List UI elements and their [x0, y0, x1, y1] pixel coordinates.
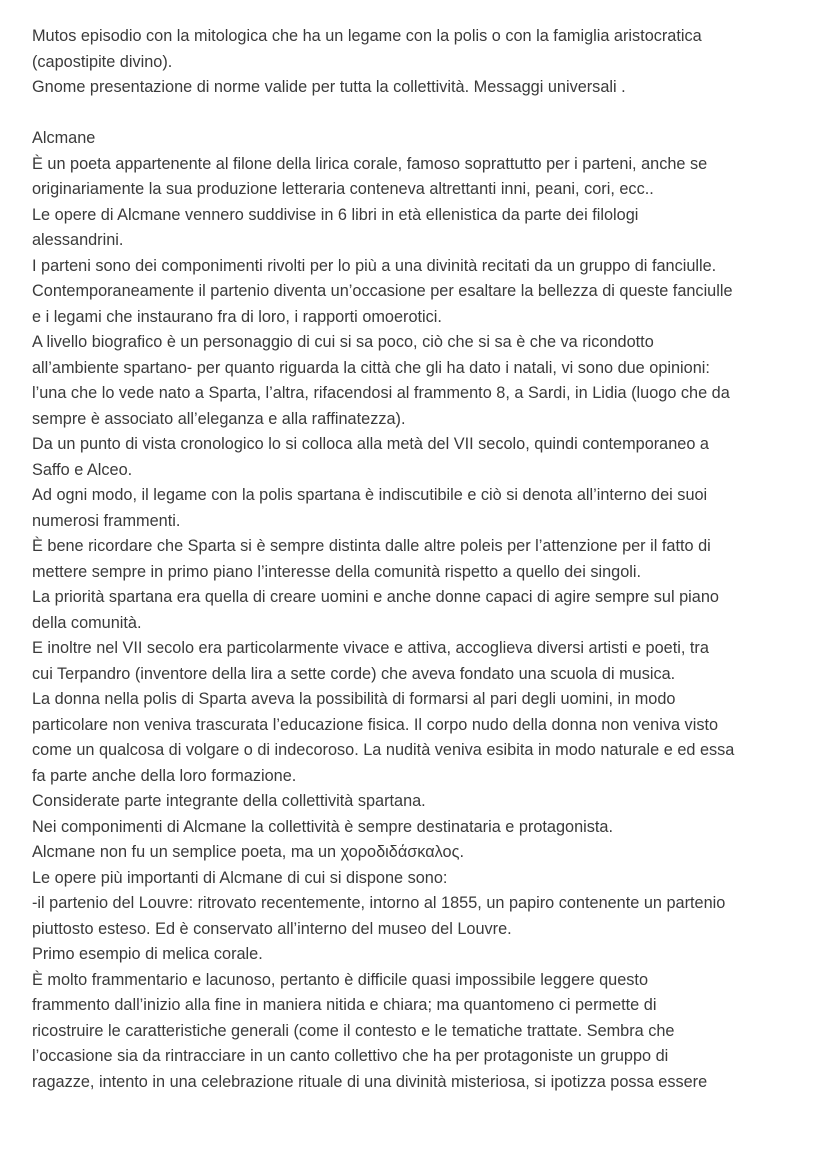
- text-line: I parteni sono dei componimenti rivolti per lo più a una divinità recitati da un gruppo di fanciulle.: [32, 256, 717, 275]
- text-line: Contemporaneamente il partenio diventa un’occasione per esaltare la bellezza di queste fanciulle: [32, 282, 733, 300]
- text-line: A livello biografico è un personaggio di cui si sa poco, ciò che si sa è che va ricondotto: [32, 333, 654, 351]
- section-heading: Alcmane: [32, 129, 96, 147]
- text-line: come un qualcosa di volgare o di indecoroso. La nudità veniva esibita in modo naturale e ed essa: [32, 741, 735, 759]
- text-line: Primo esempio di melica corale.: [32, 945, 263, 963]
- text-line: Alcmane non fu un semplice poeta, ma un χοροδιδάσκαλος.: [32, 843, 464, 861]
- text-line: numerosi frammenti.: [32, 511, 181, 530]
- text-line: La donna nella polis di Sparta aveva la possibilità di formarsi al pari degli uomini, in modo: [32, 690, 676, 708]
- document-body: [32, 24, 822, 1095]
- text-line: ragazze, intento in una celebrazione rituale di una divinità misteriosa, si ipotizza possa essere: [32, 1072, 708, 1091]
- text-line: mettere sempre in primo piano l’interesse della comunità rispetto a quello dei singoli.: [32, 562, 642, 581]
- text-line: l’una che lo vede nato a Sparta, l’altra, rifacendosi al frammento 8, a Sardi, in Lidia (luogo che da: [32, 384, 730, 402]
- text-line: frammento dall’inizio alla fine in maniera nitida e chiara; ma quantomeno ci permette di: [32, 996, 657, 1014]
- text-line: E inoltre nel VII secolo era particolarmente vivace e attiva, accoglieva diversi artisti e poeti, tra: [32, 639, 709, 657]
- text-line: particolare non veniva trascurata l’educazione fisica. Il corpo nudo della donna non veniva visto: [32, 715, 719, 734]
- text-line: alessandrini.: [32, 231, 124, 249]
- text-line: e i legami che instaurano fra di loro, i rapporti omoerotici.: [32, 307, 442, 326]
- text-line: piuttosto esteso. Ed è conservato all’interno del museo del Louvre.: [32, 919, 512, 938]
- text-line: (capostipite divino).: [32, 52, 173, 71]
- text-line: Da un punto di vista cronologico lo si colloca alla metà del VII secolo, quindi contemporaneo a: [32, 435, 709, 453]
- text-line: fa parte anche della loro formazione.: [32, 766, 297, 785]
- text-line: della comunità.: [32, 613, 142, 632]
- text-line: È bene ricordare che Sparta si è sempre distinta dalle altre poleis per l’attenzione per il fatto di: [32, 537, 711, 555]
- text-line: Le opere di Alcmane vennero suddivise in 6 libri in età ellenistica da parte dei filologi: [32, 205, 639, 224]
- text-line: Considerate parte integrante della collettività spartana.: [32, 792, 426, 810]
- text-line: ricostruire le caratteristiche generali (come il contesto e le tematiche trattate. Sembra che: [32, 1021, 675, 1040]
- text-line: Mutos episodio con la mitologica che ha un legame con la polis o con la famiglia aristocratica: [32, 27, 702, 45]
- text-line: originariamente la sua produzione letteraria conteneva altrettanti inni, peani, cori, ecc..: [32, 180, 654, 198]
- text-line: Nei componimenti di Alcmane la collettività è sempre destinataria e protagonista.: [32, 817, 613, 836]
- blank-line: [32, 101, 822, 127]
- text-line: all’ambiente spartano- per quanto riguarda la città che gli ha dato i natali, vi sono due opinioni:: [32, 358, 710, 377]
- text-line: l’occasione sia da rintracciare in un canto collettivo che ha per protagoniste un gruppo di: [32, 1047, 669, 1065]
- text-line: cui Terpandro (inventore della lira a sette corde) che aveva fondato una scuola di musica.: [32, 664, 676, 683]
- text-line: È un poeta appartenente al filone della lirica corale, famoso soprattutto per i parteni, anche se: [32, 154, 708, 173]
- text-line: -il partenio del Louvre: ritrovato recentemente, intorno al 1855, un papiro contenente un partenio: [32, 894, 726, 912]
- text-line: La priorità spartana era quella di creare uomini e anche donne capaci di agire sempre sul piano: [32, 588, 719, 606]
- text-line: È molto frammentario e lacunoso, pertanto è difficile quasi impossibile leggere questo: [32, 970, 649, 989]
- text-line: Ad ogni modo, il legame con la polis spartana è indiscutibile e ciò si denota all’interno dei suoi: [32, 486, 708, 504]
- text-line: Le opere più importanti di Alcmane di cui si dispone sono:: [32, 868, 448, 887]
- text-line: sempre è associato all’eleganza e alla raffinatezza).: [32, 409, 406, 428]
- text-line: Gnome presentazione di norme valide per tutta la collettività. Messaggi universali .: [32, 78, 626, 96]
- text-line: Saffo e Alceo.: [32, 460, 133, 479]
